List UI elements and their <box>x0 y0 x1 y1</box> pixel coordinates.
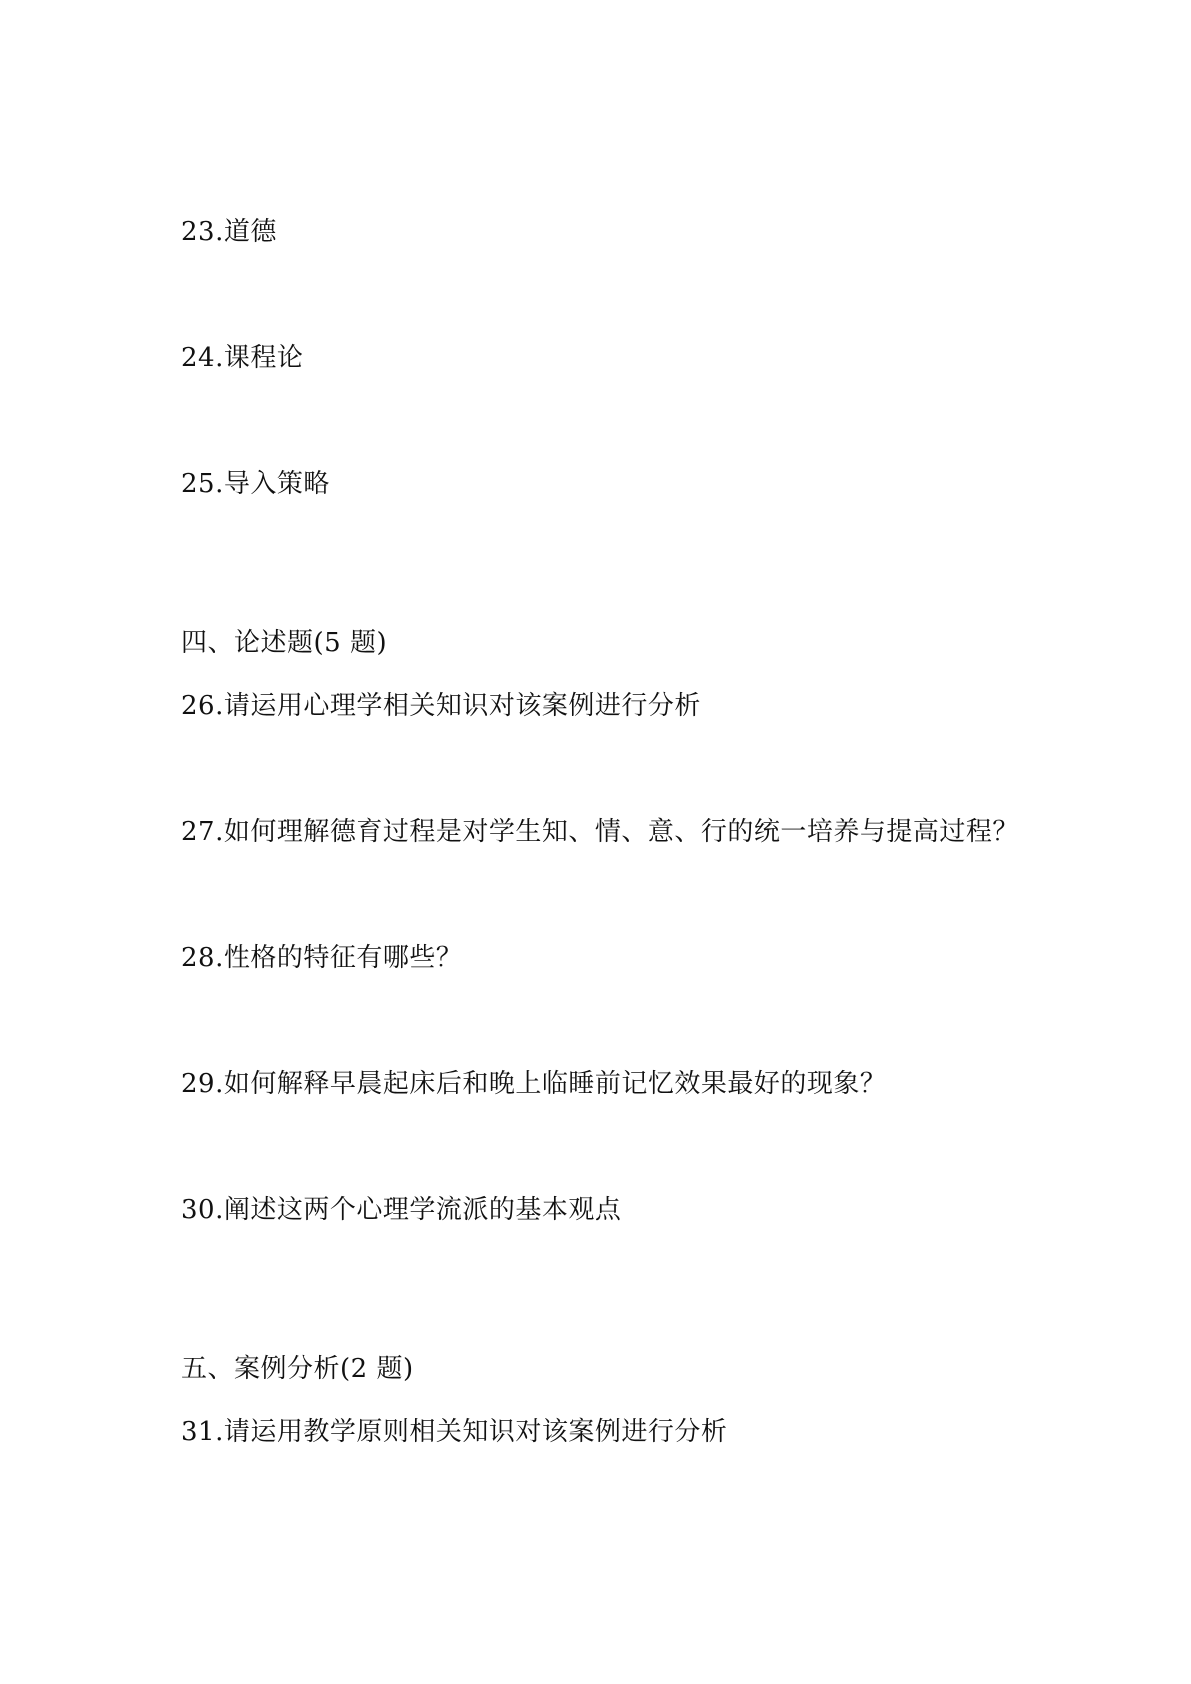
term-item: 25.导入策略 <box>181 469 330 499</box>
question-item: 28.性格的特征有哪些？ <box>181 943 463 973</box>
term-item: 24.课程论 <box>181 343 304 373</box>
question-item: 26.请运用心理学相关知识对该案例进行分析 <box>181 691 701 721</box>
section-heading-essay: 四、论述题(5 题) <box>181 628 388 658</box>
term-item: 23.道德 <box>181 217 277 247</box>
section-heading-case-analysis: 五、案例分析(2 题) <box>181 1354 414 1384</box>
question-item: 29.如何解释早晨起床后和晚上临睡前记忆效果最好的现象？ <box>181 1069 887 1099</box>
question-item: 27.如何理解德育过程是对学生知、情、意、行的统一培养与提高过程？ <box>181 817 1019 847</box>
question-item: 31.请运用教学原则相关知识对该案例进行分析 <box>181 1417 728 1447</box>
question-item: 30.阐述这两个心理学流派的基本观点 <box>181 1195 622 1225</box>
